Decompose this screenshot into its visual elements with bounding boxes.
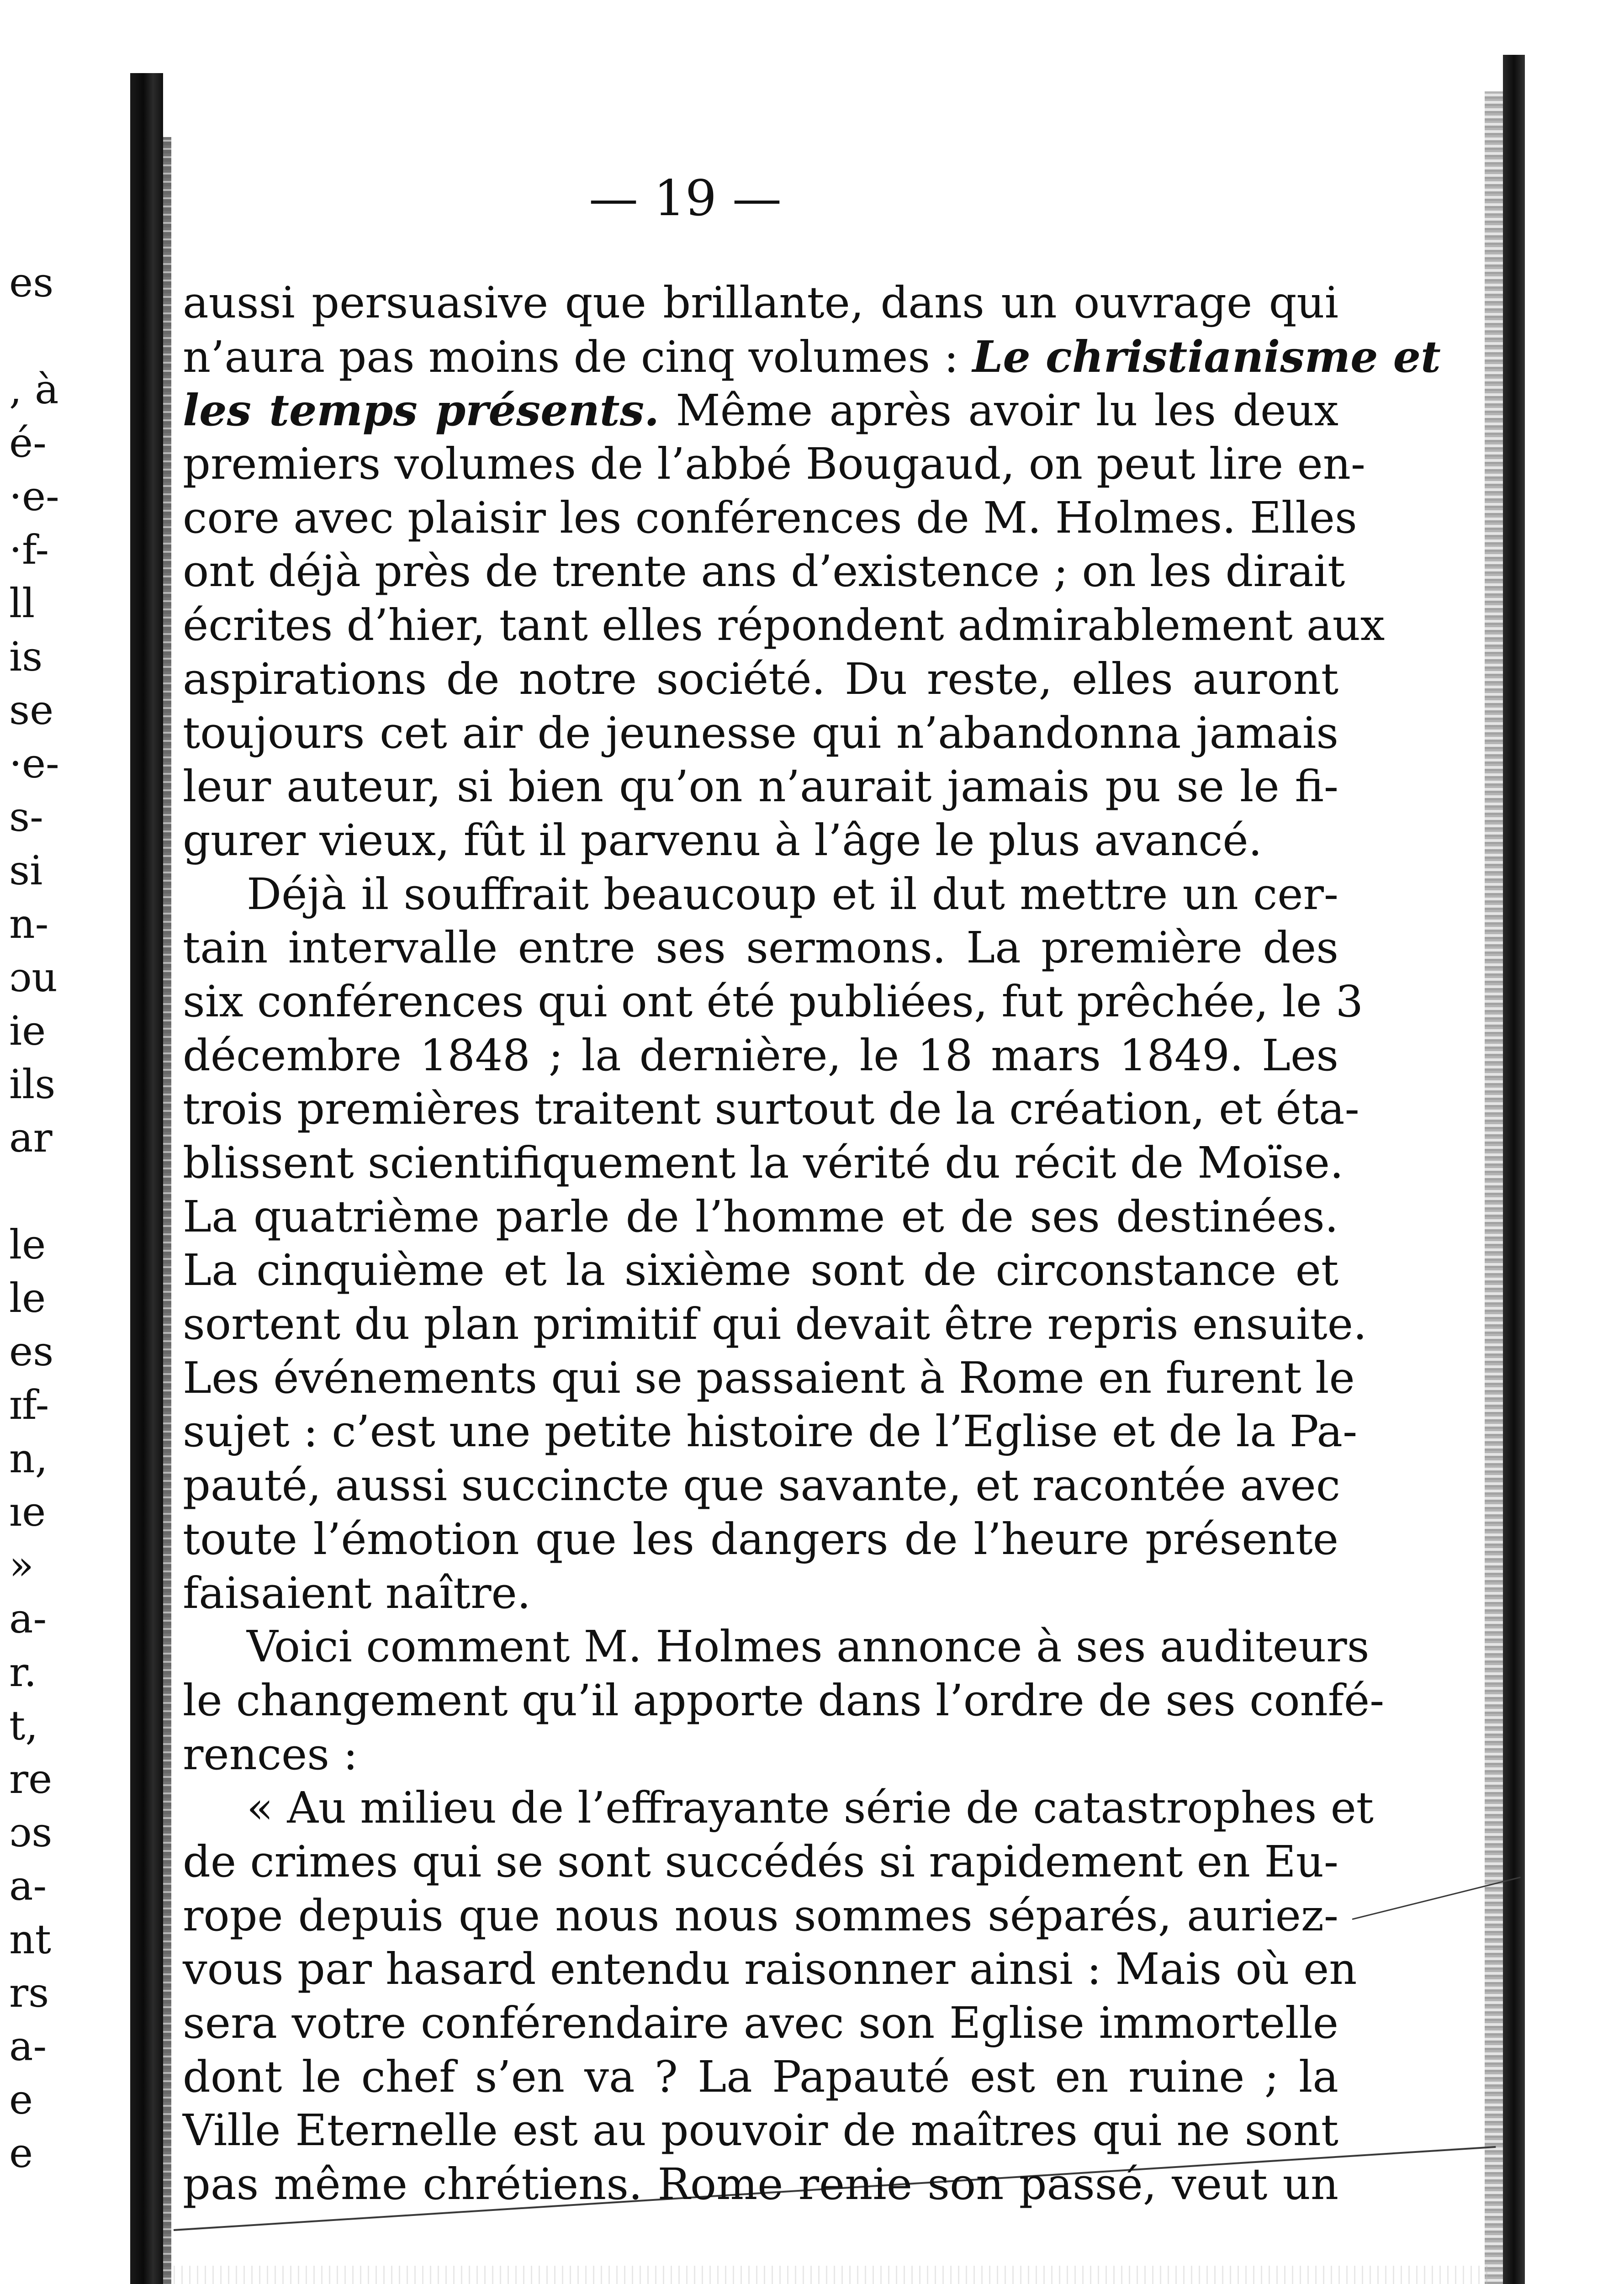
previous-page-text-line: re	[9, 1755, 53, 1803]
text-line	[183, 1889, 1338, 1943]
text-line	[183, 1567, 1338, 1621]
text-line	[183, 1835, 1338, 1889]
previous-page-text-line: si	[9, 847, 43, 894]
italic-title-text: les temps présents.	[183, 385, 660, 436]
text-segment: pauté, aussi succincte que savante, et racontée avec	[183, 1460, 1340, 1511]
text-segment: gurer vieux, fût il parvenu à l’âge le plus avancé.	[183, 815, 1262, 866]
previous-page-text-line: ·f-	[9, 526, 49, 573]
text-line	[183, 2104, 1338, 2158]
text-segment: Ville Eternelle est au pouvoir de maîtres qui ne sont	[183, 2105, 1338, 2156]
text-segment: tain intervalle entre ses sermons. La première des	[183, 923, 1338, 973]
previous-page-text-line: es	[9, 259, 54, 306]
previous-page-text-line: se	[9, 687, 54, 734]
previous-page-text-line: a-	[9, 1595, 47, 1642]
previous-page-text-line: , à	[9, 366, 59, 413]
previous-page-text-line: e	[9, 2076, 33, 2123]
previous-page-text-line: rs	[9, 1969, 49, 2016]
text-segment: leur auteur, si bien qu’on n’aurait jamais pu se le fi-	[183, 761, 1338, 812]
previous-page-text-line: le	[9, 1274, 46, 1322]
previous-page-text-line	[9, 309, 101, 363]
bottom-scan-noise	[174, 2266, 1489, 2284]
text-segment: Les événements qui se passaient à Rome en furent le	[183, 1353, 1355, 1403]
text-line	[183, 1459, 1338, 1513]
text-segment: pas même chrétiens. Rome renie son passé, veut un	[183, 2159, 1338, 2210]
text-line	[183, 438, 1365, 492]
text-line	[183, 814, 1338, 868]
text-line	[183, 1137, 1344, 1190]
text-line	[183, 1190, 1338, 1244]
previous-page-text-line: a-	[9, 1862, 47, 1909]
previous-page-text-line: ar	[9, 1114, 53, 1161]
text-segment: La quatrième parle de l’homme et de ses destinées.	[183, 1191, 1338, 1242]
text-line	[183, 1782, 1374, 1835]
page-number: — 19 —	[588, 170, 782, 227]
previous-page-text-line: r.	[9, 1649, 37, 1696]
body-text	[183, 276, 1441, 2212]
text-line	[183, 1674, 1385, 1728]
right-page-edge	[1485, 91, 1503, 2284]
text-segment: n’aura pas moins de cinq volumes :	[183, 332, 973, 382]
text-line	[183, 2051, 1338, 2104]
previous-page-text-line: ɔu	[9, 954, 58, 1001]
text-segment: Voici comment M. Holmes annonce à ses auditeurs	[247, 1622, 1370, 1672]
previous-page-text-line: é-	[9, 419, 47, 466]
text-segment: premiers volumes de l’abbé Bougaud, on peut lire en-	[183, 439, 1365, 490]
italic-title-text: Le christianisme et	[972, 331, 1441, 382]
text-segment: rences :	[183, 1729, 358, 1780]
text-segment: aussi persuasive que brillante, dans un ouvrage qui	[183, 278, 1338, 328]
text-line	[183, 492, 1357, 545]
text-segment: rope depuis que nous nous sommes séparés, auriez-	[183, 1890, 1338, 1941]
text-line	[183, 921, 1338, 975]
text-line	[183, 2158, 1338, 2212]
text-line	[183, 545, 1345, 599]
right-binding-shadow	[1503, 55, 1525, 2284]
previous-page-text-line: n,	[9, 1435, 48, 1482]
text-line	[183, 707, 1338, 761]
text-segment: vous par hasard entendu raisonner ainsi : Mais où en	[183, 1944, 1357, 1995]
text-line	[183, 975, 1364, 1029]
previous-page-text-line: a-	[9, 2023, 47, 2070]
text-line	[183, 599, 1385, 653]
text-segment: « Au milieu de l’effrayante série de catastrophes et	[247, 1783, 1374, 1834]
text-segment: trois premières traitent surtout de la création, et éta-	[183, 1084, 1360, 1135]
previous-page-text-line: es	[9, 1328, 54, 1375]
text-line	[183, 1943, 1357, 1997]
text-line	[183, 1728, 1338, 1782]
text-line	[183, 1083, 1360, 1137]
text-line	[183, 1997, 1338, 2051]
text-line	[183, 760, 1338, 814]
previous-page-text-line: ll	[9, 580, 35, 627]
text-line	[183, 1405, 1358, 1459]
text-segment: faisaient naître.	[183, 1568, 531, 1618]
text-line	[183, 1352, 1355, 1406]
text-line	[183, 1029, 1338, 1083]
text-line	[183, 653, 1338, 707]
text-segment: six conférences qui ont été publiées, fut prêchée, le 3	[183, 976, 1364, 1027]
previous-page-text-line: ils	[9, 1061, 56, 1108]
previous-page-text-line: nt	[9, 1916, 52, 1963]
previous-page-text-line: t,	[9, 1702, 38, 1749]
text-line	[183, 384, 1338, 438]
previous-page-text-line: is	[9, 633, 43, 680]
previous-page-text-line	[9, 1164, 101, 1218]
text-segment: blissent scientifiquement la vérité du récit de Moïse.	[183, 1138, 1344, 1188]
previous-page-text-line: ıe	[9, 1488, 46, 1535]
text-line	[183, 1244, 1338, 1298]
previous-page-text-line: le	[9, 1221, 46, 1268]
previous-page-text-line: ɔs	[9, 1809, 53, 1856]
text-segment: de crimes qui se sont succédés si rapidement en Eu-	[183, 1836, 1338, 1887]
previous-page-text-line: s-	[9, 793, 43, 841]
text-line	[183, 330, 1441, 384]
previous-page-text-line: »	[9, 1542, 34, 1589]
text-line	[183, 1513, 1338, 1567]
text-segment: le changement qu’il apporte dans l’ordre de ses confé-	[183, 1675, 1385, 1726]
text-segment: décembre 1848 ; la dernière, le 18 mars 1849. Les	[183, 1030, 1338, 1081]
previous-page-text-line: ·e-	[9, 740, 59, 787]
left-binding-shadow	[130, 73, 163, 2284]
text-segment: sera votre conférendaire avec son Eglise immortelle	[183, 1998, 1338, 2048]
text-line	[183, 276, 1338, 330]
previous-page-text-line: ie	[9, 1007, 46, 1054]
text-segment: La cinquième et la sixième sont de circonstance et	[183, 1245, 1338, 1296]
text-segment: sortent du plan primitif qui devait être repris ensuite.	[183, 1299, 1367, 1350]
previous-page-fragment	[9, 256, 101, 2180]
text-segment: Déjà il souffrait beaucoup et il dut mettre un cer-	[247, 869, 1338, 920]
text-segment: aspirations de notre société. Du reste, elles auront	[183, 654, 1338, 704]
text-line	[183, 1298, 1367, 1352]
text-segment: core avec plaisir les conférences de M. Holmes. Elles	[183, 492, 1357, 543]
text-segment: toute l’émotion que les dangers de l’heure présente	[183, 1514, 1338, 1565]
text-segment: dont le chef s’en va ? La Papauté est en ruine ; la	[183, 2051, 1338, 2102]
text-segment: ont déjà près de trente ans d’existence ; on les dirait	[183, 546, 1345, 597]
text-segment: Même après avoir lu les deux	[659, 386, 1338, 436]
text-line	[183, 868, 1338, 922]
previous-page-text-line: ·e-	[9, 473, 59, 520]
left-binding-edge	[163, 137, 171, 2284]
previous-page-text-line: ɪf-	[9, 1381, 49, 1428]
text-segment: sujet : c’est une petite histoire de l’Eglise et de la Pa-	[183, 1406, 1358, 1457]
text-line	[183, 1620, 1370, 1674]
previous-page-text-line: n-	[9, 900, 49, 947]
text-segment: toujours cet air de jeunesse qui n’abandonna jamais	[183, 708, 1338, 758]
previous-page-text-line: e	[9, 2130, 33, 2177]
text-segment: écrites d’hier, tant elles répondent admirablement aux	[183, 600, 1385, 651]
